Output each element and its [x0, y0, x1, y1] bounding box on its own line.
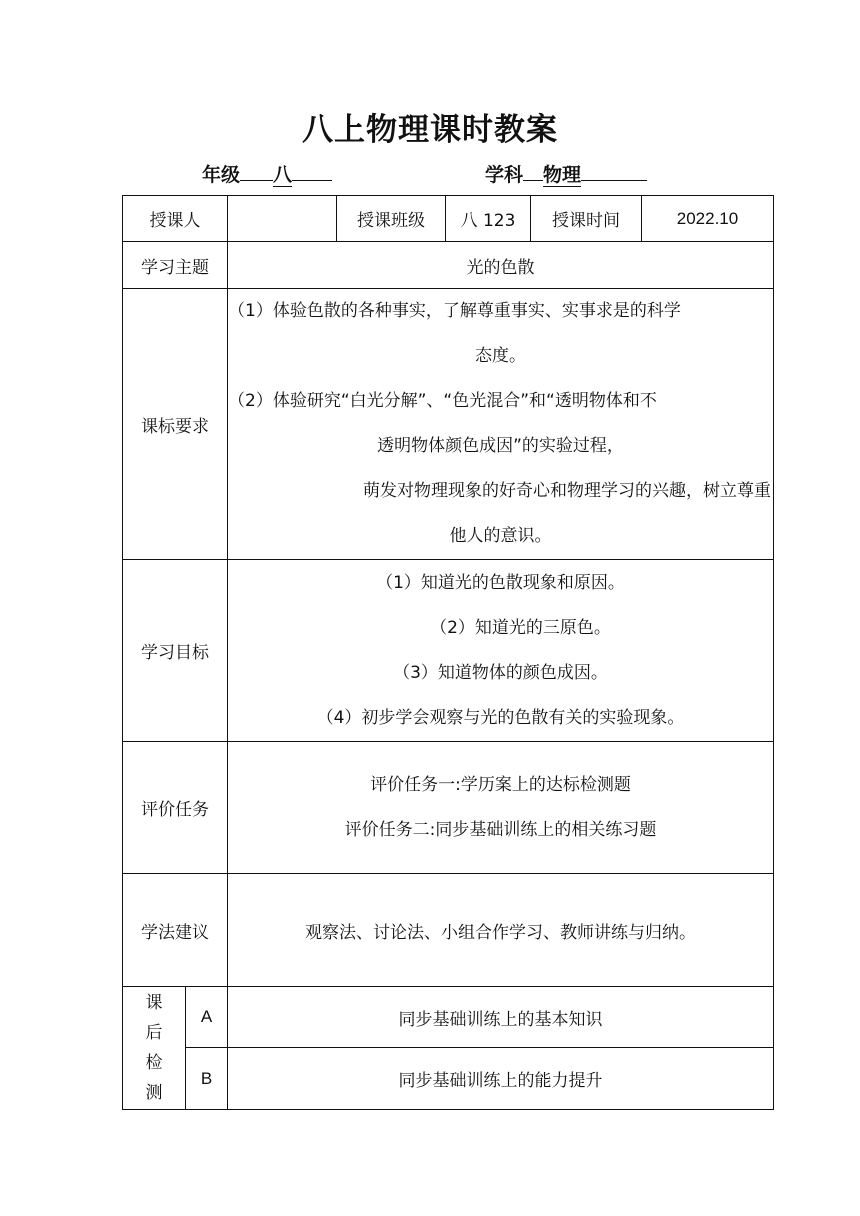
theme-label: 学习主题	[123, 242, 228, 289]
goal-line: （3）知道物体的颜色成因。	[393, 662, 608, 683]
level-b: B	[186, 1048, 228, 1110]
after-class-label: 课 后 检 测	[123, 987, 186, 1110]
curriculum-label: 课标要求	[123, 289, 228, 560]
theme-value: 光的色散	[228, 242, 774, 289]
subject-field	[485, 158, 647, 187]
goals-label: 学习目标	[123, 560, 228, 742]
header-row	[123, 196, 774, 242]
subject-label: 学科	[485, 164, 524, 186]
goal-line: （1）知道光的色散现象和原因。	[376, 572, 625, 593]
grade-value: 八	[273, 164, 293, 186]
class-label: 授课班级	[337, 196, 446, 242]
curriculum-line: 萌发对物理现象的好奇心和物理学习的兴趣，树立尊重	[363, 481, 771, 501]
goals-content	[228, 560, 774, 742]
method-value: 观察法、讨论法、小组合作学习、教师讲练与归纳。	[228, 874, 774, 987]
method-row	[123, 874, 774, 987]
teacher-value	[228, 196, 337, 242]
level-b-content: 同步基础训练上的能力提升	[228, 1048, 774, 1110]
time-label: 授课时间	[531, 196, 642, 242]
curriculum-line: 透明物体颜色成因”的实验过程，	[377, 436, 624, 456]
goals-row	[123, 560, 774, 742]
time-value: 2022.10	[642, 196, 774, 242]
subject-value: 物理	[543, 164, 582, 186]
document-title: 八上物理课时教案	[302, 112, 558, 148]
goal-line: （4）初步学会观察与光的色散有关的实验现象。	[316, 707, 685, 728]
assessment-row	[123, 742, 774, 874]
goal-line: （2）知道光的三原色。	[430, 617, 611, 638]
after-class-row-b	[123, 1048, 774, 1110]
grade-label: 年级	[202, 164, 241, 186]
theme-row	[123, 242, 774, 289]
grade-field	[202, 158, 332, 187]
assessment-content	[228, 742, 774, 874]
assessment-label: 评价任务	[123, 742, 228, 874]
curriculum-line: （2）体验研究“白光分解”、“色光混合”和“透明物体和不	[228, 391, 657, 411]
curriculum-line: （1）体验色散的各种事实，了解尊重事实、实事求是的科学	[228, 301, 681, 321]
level-a: A	[186, 987, 228, 1048]
assessment-line: 评价任务一:学历案上的达标检测题	[370, 774, 631, 795]
assessment-line: 评价任务二:同步基础训练上的相关练习题	[344, 819, 657, 840]
after-class-row-a	[123, 987, 774, 1048]
curriculum-content	[228, 289, 774, 560]
method-label: 学法建议	[123, 874, 228, 987]
curriculum-line: 他人的意识。	[449, 526, 552, 546]
curriculum-line: 态度。	[475, 346, 526, 366]
curriculum-row	[123, 289, 774, 560]
teacher-label: 授课人	[123, 196, 228, 242]
level-a-content: 同步基础训练上的基本知识	[228, 987, 774, 1048]
class-value: 八 123	[446, 196, 531, 242]
lesson-plan-table	[122, 195, 774, 1110]
